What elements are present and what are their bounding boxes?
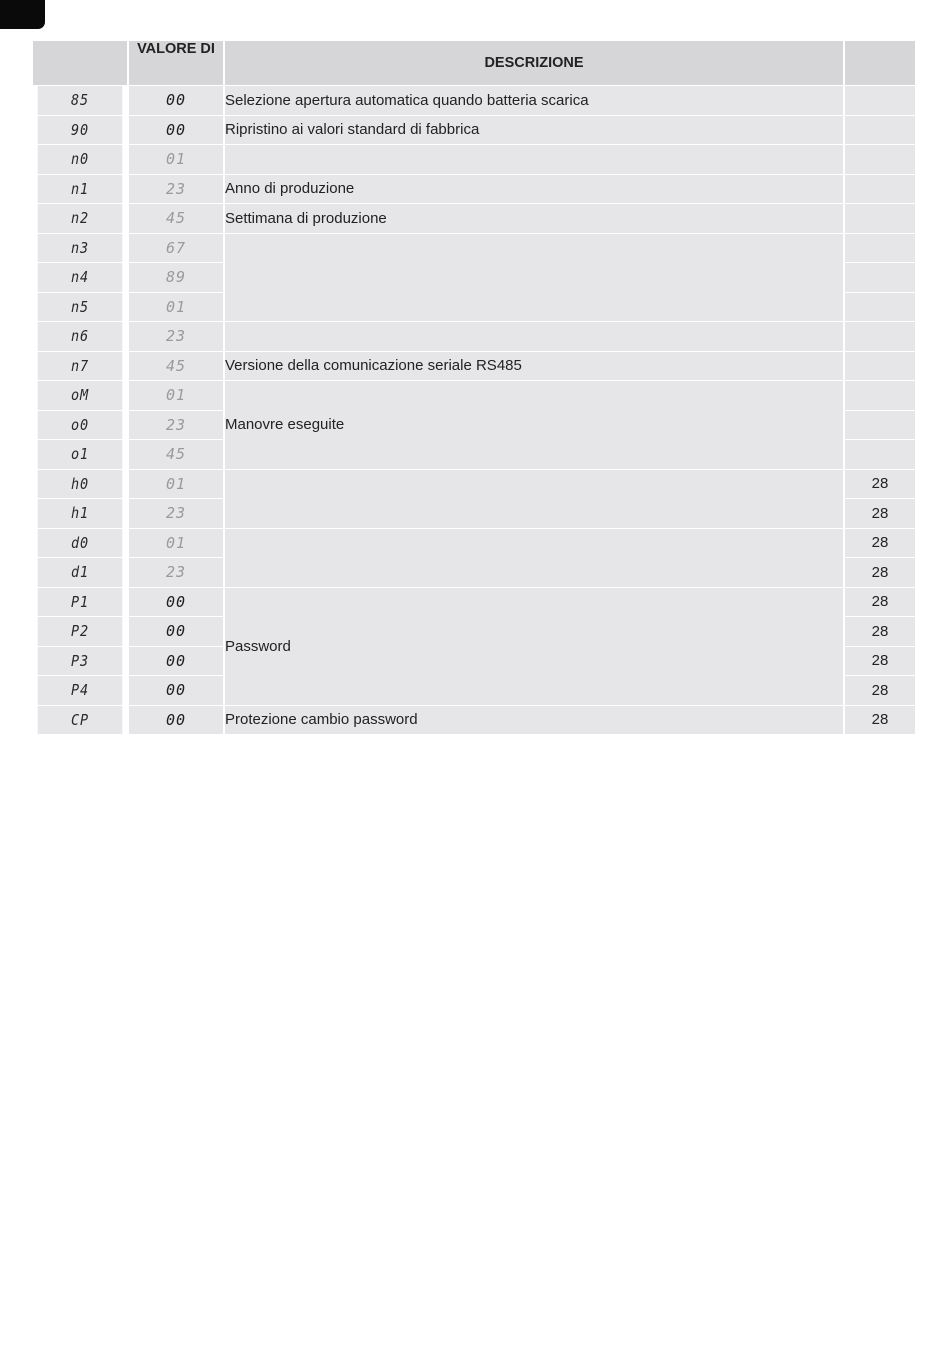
parameter-code: n5: [38, 293, 123, 322]
parameter-code: 90: [38, 116, 123, 145]
table-row: [33, 175, 915, 204]
parameter-code: n0: [38, 145, 123, 174]
parameter-value: 00: [129, 676, 223, 705]
header-page-cell: [845, 41, 915, 85]
parameter-code: h0: [38, 470, 123, 499]
parameter-code: o1: [38, 440, 123, 469]
parameter-description: Selezione apertura automatica quando batteria scarica: [225, 86, 843, 115]
parameter-value: 89: [129, 263, 223, 292]
parameter-value: 00: [129, 86, 223, 115]
parameter-page: [845, 145, 915, 174]
parameter-code: P2: [38, 617, 123, 646]
parameter-description: Password: [225, 588, 843, 705]
parameter-value: 45: [129, 440, 223, 469]
parameter-description: Versione della comunicazione seriale RS485: [225, 352, 843, 381]
parameter-code: n1: [38, 175, 123, 204]
parameter-page: [845, 204, 915, 233]
parameter-page: 28: [845, 470, 915, 499]
parameter-page: [845, 263, 915, 292]
parameter-code: n3: [38, 234, 123, 263]
parameter-code: n4: [38, 263, 123, 292]
table-row: [33, 86, 915, 115]
parameter-value: 00: [129, 116, 223, 145]
table-row: [33, 204, 915, 233]
parameter-page: 28: [845, 499, 915, 528]
parameter-code: n7: [38, 352, 123, 381]
parameter-description: [225, 529, 843, 587]
parameter-value: 01: [129, 529, 223, 558]
table-row: [33, 588, 915, 617]
table-row: [33, 381, 915, 410]
parameter-page: [845, 234, 915, 263]
parameter-code: P4: [38, 676, 123, 705]
table-row: [33, 234, 915, 263]
parameter-description: [225, 145, 843, 174]
parameter-value: 01: [129, 470, 223, 499]
parameter-value: 00: [129, 706, 223, 735]
parameter-code: d0: [38, 529, 123, 558]
parameter-value: 01: [129, 293, 223, 322]
parameter-value: 00: [129, 647, 223, 676]
parameter-page: [845, 381, 915, 410]
table-row: [33, 529, 915, 558]
parameter-code: P1: [38, 588, 123, 617]
parameter-code: o0: [38, 411, 123, 440]
parameter-page: 28: [845, 647, 915, 676]
parameter-value: 23: [129, 411, 223, 440]
parameter-value: 01: [129, 145, 223, 174]
parameter-value: 23: [129, 322, 223, 351]
parameter-page: [845, 293, 915, 322]
parameters-table: [31, 40, 917, 735]
parameter-description: Ripristino ai valori standard di fabbrica: [225, 116, 843, 145]
parameter-page: 28: [845, 588, 915, 617]
table-row: [33, 116, 915, 145]
table-row: [33, 352, 915, 381]
parameter-page: [845, 116, 915, 145]
parameter-description: Protezione cambio password: [225, 706, 843, 735]
header-value-cell: VALORE DI: [129, 41, 223, 85]
table-row: [33, 470, 915, 499]
table-row: [33, 145, 915, 174]
header-code-cell: [33, 41, 127, 85]
parameter-code: d1: [38, 558, 123, 587]
parameter-code: oM: [38, 381, 123, 410]
parameter-page: 28: [845, 706, 915, 735]
parameter-value: 45: [129, 352, 223, 381]
parameter-code: h1: [38, 499, 123, 528]
parameter-description: [225, 234, 843, 322]
parameter-page: [845, 322, 915, 351]
parameter-value: 00: [129, 588, 223, 617]
table-row: [33, 706, 915, 735]
parameter-value: 45: [129, 204, 223, 233]
parameter-code: P3: [38, 647, 123, 676]
page-corner-tab: [0, 0, 45, 29]
parameter-description: Manovre eseguite: [225, 381, 843, 469]
parameter-page: [845, 175, 915, 204]
parameter-code: n6: [38, 322, 123, 351]
table-header-row: [33, 41, 915, 85]
parameter-value: 23: [129, 175, 223, 204]
parameter-value: 23: [129, 499, 223, 528]
parameter-value: 00: [129, 617, 223, 646]
parameter-value: 23: [129, 558, 223, 587]
parameter-code: 85: [38, 86, 123, 115]
parameter-page: [845, 86, 915, 115]
parameter-page: 28: [845, 558, 915, 587]
parameter-description: [225, 322, 843, 351]
parameter-page: [845, 440, 915, 469]
parameter-page: 28: [845, 676, 915, 705]
parameter-description: Anno di produzione: [225, 175, 843, 204]
parameter-value: 67: [129, 234, 223, 263]
parameter-code: CP: [38, 706, 123, 735]
parameter-description: [225, 470, 843, 528]
table-row: [33, 322, 915, 351]
parameter-page: 28: [845, 617, 915, 646]
parameter-code: n2: [38, 204, 123, 233]
parameter-value: 01: [129, 381, 223, 410]
parameter-page: 28: [845, 529, 915, 558]
parameter-page: [845, 411, 915, 440]
parameter-page: [845, 352, 915, 381]
parameter-description: Settimana di produzione: [225, 204, 843, 233]
header-description-cell: DESCRIZIONE: [225, 41, 843, 85]
